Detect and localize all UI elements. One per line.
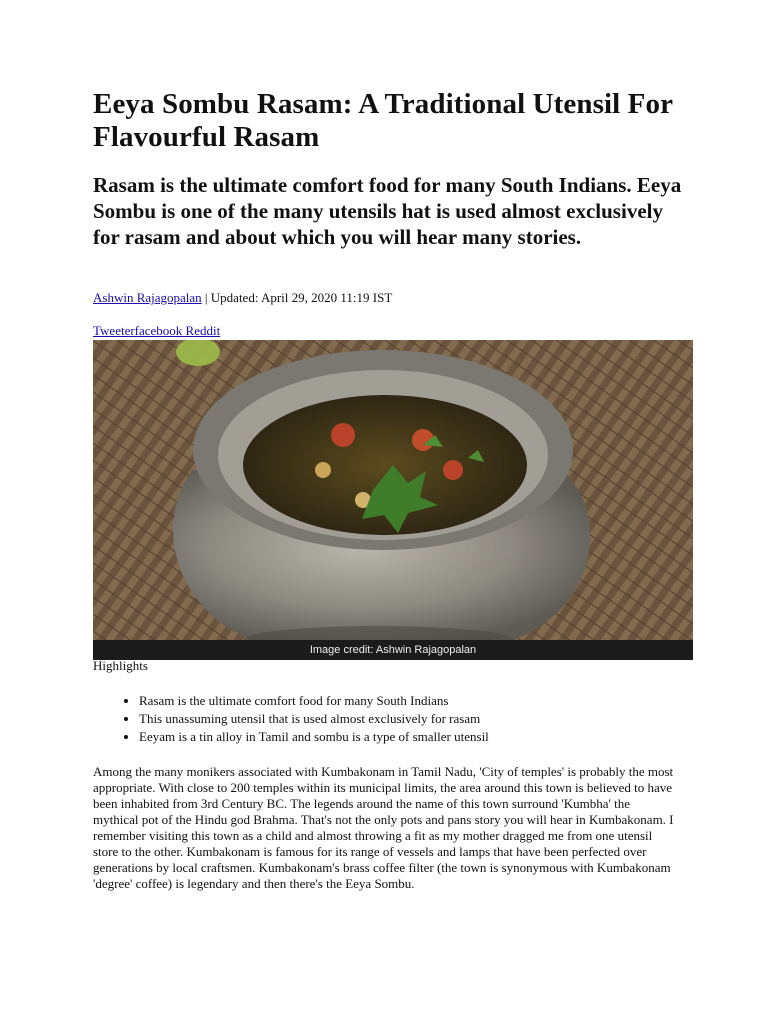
share-link[interactable]: Tweeterfacebook Reddit [93, 323, 221, 338]
image-credit: Image credit: Ashwin Rajagopalan [93, 640, 693, 660]
hero-image [93, 340, 693, 660]
author-link[interactable]: Ashwin Rajagopalan [93, 290, 202, 305]
highlights-label: Highlights [93, 658, 148, 673]
highlight-item: • Eeyam is a tin alloy in Tamil and sombu is a type of smaller utensil [139, 728, 739, 746]
updated-date: Updated: April 29, 2020 11:19 IST [210, 290, 393, 305]
article-body: Among the many monikers associated with Kumbakonam in Tamil Nadu, 'City of temples' is probably the most appropriate. With close to 200 temples within its municipal limits, the area around this town is believed to have been inhabited from 3rd Century BC. The legends around the name of this town surround 'Kumbha' the mythical pot of the Hindu god Brahma. That's not the only pots and pans story you will hear in Kumbakonam. I remember visiting this town as a child and almost throwing a fit as my mother dragged me from one utensil store to the other. Kumbakonam is famous for its range of vessels and lamps that have been perfected over generations by local craftsmen. Kumbakonam's brass coffee filter (the town is synonymous with Kumbakonam 'degree' coffee) is legendary and then there's the Eeya Sombu. [93, 764, 674, 891]
article-title: Eeya Sombu Rasam: A Traditional Utensil For Flavourful Rasam [93, 88, 673, 153]
highlight-item: • Rasam is the ultimate comfort food for many South Indians [139, 692, 739, 710]
highlights-list [93, 692, 739, 746]
article-subtitle: Rasam is the ultimate comfort food for many South Indians. Eeya Sombu is one of the many utensils hat is used almost exclusively for rasam and about which you will hear many stories. [93, 173, 682, 249]
byline [93, 290, 392, 306]
rasam-pot-illustration [93, 340, 693, 660]
byline-separator: | [204, 290, 208, 305]
highlight-item: • This unassuming utensil that is used almost exclusively for rasam [139, 710, 739, 728]
share-links [93, 323, 220, 339]
